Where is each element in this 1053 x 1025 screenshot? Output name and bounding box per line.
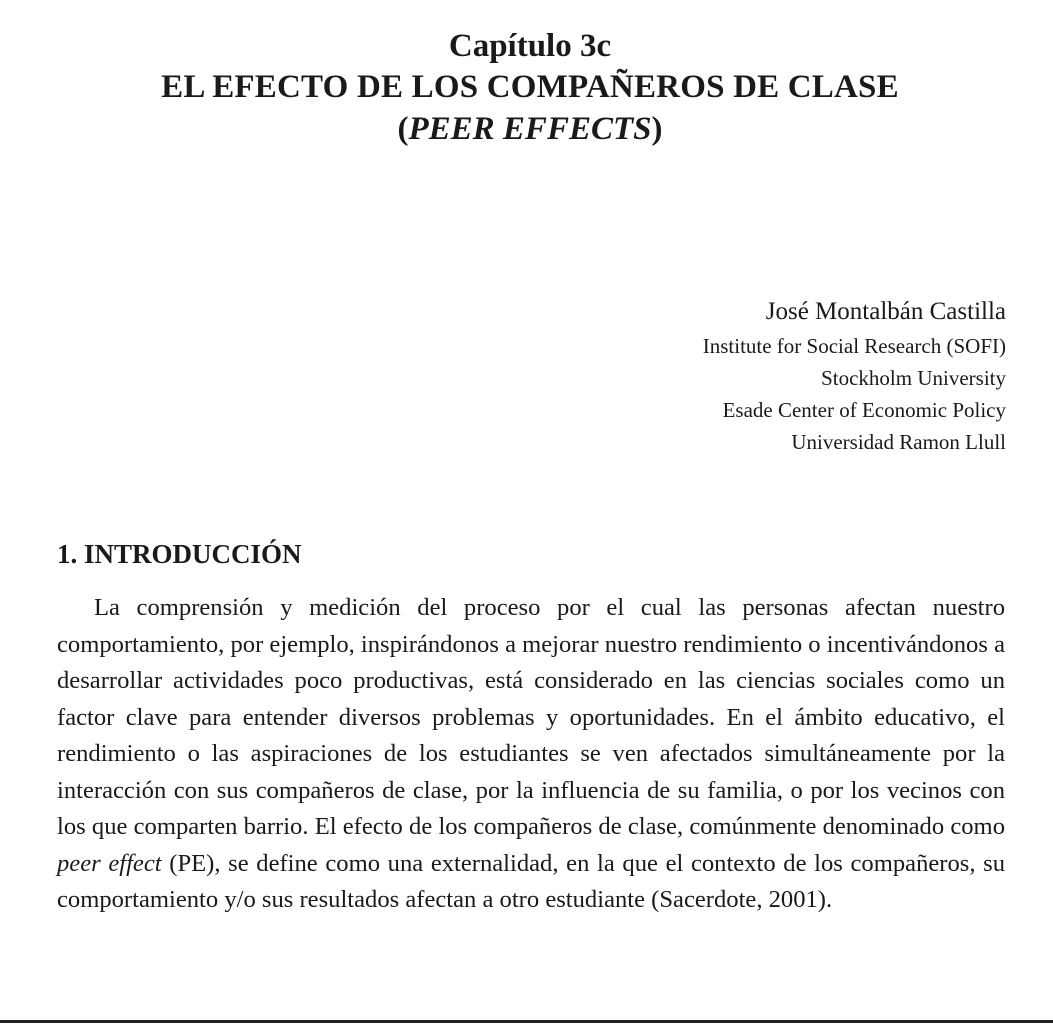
paragraph-text: La comprensión y medición del proceso por el cual las personas afectan nuestro comportamiento, por ejemplo, inspirándonos a mejorar nuestro rendimiento o incentivándonos a desarrollar actividades poco productivas, está considerado en las ciencias sociales como un factor clave para entender diversos problemas y oportunidades. En el ámbito educativo, el rendimiento o las aspiraciones de los estudiantes se ven afectados simultáneamente por la interacción con sus compañeros de clase, por la influencia de su familia, o por los vecinos con los que comparten barrio. El efecto de los compañeros de clase, comúnmente denominado como [57,594,1005,840]
affiliation-line: Institute for Social Research (SOFI) [702,334,1006,358]
affiliation-line: Stockholm University [821,366,1006,390]
affiliation-line: Universidad Ramon Llull [791,430,1006,454]
intro-paragraph [57,590,1005,919]
subtitle-italic: PEER EFFECTS [408,111,652,147]
chapter-label: Capítulo 3c [448,28,612,64]
chapter-title: EL EFECTO DE LOS COMPAÑEROS DE CLASE [161,69,899,105]
subtitle-open-paren: ( [397,111,409,147]
chapter-subtitle [0,108,1053,150]
paragraph-italic-term: peer effect [57,849,162,877]
section-heading: 1. INTRODUCCIÓN [57,539,302,569]
author-block [703,294,1006,458]
bottom-divider [0,1020,1053,1023]
subtitle-close-paren: ) [651,111,663,147]
affiliation-line: Esade Center of Economic Policy [722,398,1006,422]
author-name: José Montalbán Castilla [765,298,1006,325]
chapter-header [0,26,1053,150]
paragraph-text: (PE), se define como una externalidad, en la que el contexto de los compañeros, su comportamiento y/o sus resultados afectan a otro estudiante (Sacerdote, 2001). [57,849,1005,913]
